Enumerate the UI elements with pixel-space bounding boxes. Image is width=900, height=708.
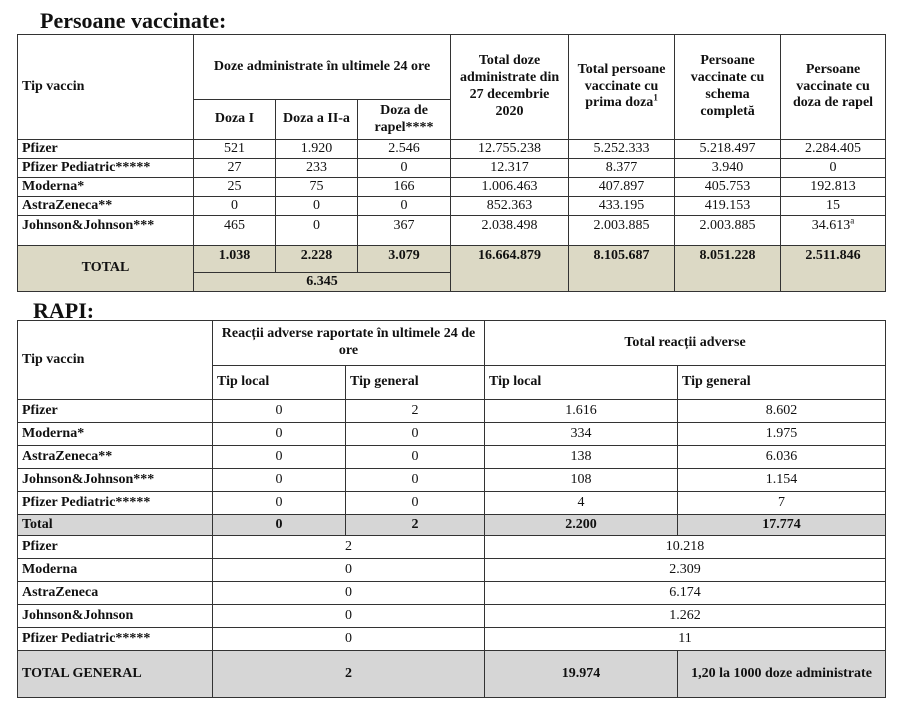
total-row: [18, 246, 886, 273]
cell: 0: [194, 197, 276, 216]
total-general-label: TOTAL GENERAL: [18, 651, 213, 698]
vaccine-name: Pfizer Pediatric*****: [18, 492, 213, 515]
cell: 0: [213, 559, 485, 582]
cell: 233: [276, 159, 358, 178]
vaccine-name: Pfizer Pediatric*****: [18, 628, 213, 651]
cell: 75: [276, 178, 358, 197]
cell: 852.363: [451, 197, 569, 216]
vaccine-name: Pfizer: [18, 140, 194, 159]
header-total-prima-doza: Total persoane vaccinate cu prima doza$^1$: [569, 35, 675, 140]
cell: 6.174: [485, 582, 886, 605]
header-doze-24h: Doze administrate în ultimele 24 ore: [194, 35, 451, 100]
combined-row: [18, 536, 886, 559]
cell: 27: [194, 159, 276, 178]
vaccine-name: Moderna: [18, 559, 213, 582]
total-cell: 8.051.228: [675, 246, 781, 292]
table-row: [18, 492, 886, 515]
cell: 0: [213, 628, 485, 651]
cell: 1.920: [276, 140, 358, 159]
cell: 8.602: [678, 400, 886, 423]
table-row: [18, 469, 886, 492]
combined-row: [18, 582, 886, 605]
vaccine-name: Moderna*: [18, 423, 213, 446]
cell: 405.753: [675, 178, 781, 197]
total-cell: 8.105.687: [569, 246, 675, 292]
cell: 0: [276, 197, 358, 216]
cell: 5.218.497: [675, 140, 781, 159]
table-row: [18, 423, 886, 446]
header-tip-general-total: Tip general: [678, 366, 886, 400]
vaccine-name: Moderna*: [18, 178, 194, 197]
header-tip-vaccin: Tip vaccin: [18, 321, 213, 400]
vaccine-name: Johnson&Johnson***: [18, 469, 213, 492]
total-general-24h: 2: [213, 651, 485, 698]
cell: 10.218: [485, 536, 886, 559]
cell: 0: [213, 469, 346, 492]
vaccine-name: AstraZeneca: [18, 582, 213, 605]
rapi-table: [17, 320, 886, 698]
vaccine-name: Pfizer Pediatric*****: [18, 159, 194, 178]
cell: 11: [485, 628, 886, 651]
cell: 2: [346, 400, 485, 423]
cell: 15: [781, 197, 886, 216]
combined-row: [18, 605, 886, 628]
header-tip-vaccin: Tip vaccin: [18, 35, 194, 140]
table-row: [18, 197, 886, 216]
cell: 1.975: [678, 423, 886, 446]
cell: 0: [781, 159, 886, 178]
total-general-total: 19.974: [485, 651, 678, 698]
cell: 2.309: [485, 559, 886, 582]
header-total-reactii: Total reacții adverse: [485, 321, 886, 366]
vaccine-name: Pfizer: [18, 536, 213, 559]
header-doza-rapel: Doza de rapel****: [358, 100, 451, 140]
cell: 1.616: [485, 400, 678, 423]
cell: 2.003.885: [675, 216, 781, 246]
cell: 367: [358, 216, 451, 246]
cell: 12.755.238: [451, 140, 569, 159]
table-row: [18, 400, 886, 423]
header-reactii-24h: Reacții adverse raportate în ultimele 24 de ore: [213, 321, 485, 366]
cell: 0: [213, 582, 485, 605]
total-cell: 3.079: [358, 246, 451, 273]
vaccinated-table: [17, 34, 886, 292]
rapi-total-row: [18, 515, 886, 536]
cell: 166: [358, 178, 451, 197]
total-cell: 2.200: [485, 515, 678, 536]
cell: 138: [485, 446, 678, 469]
cell: 2.003.885: [569, 216, 675, 246]
total-24h-sum: 6.345: [194, 273, 451, 292]
cell: 1.154: [678, 469, 886, 492]
table-row: [18, 216, 886, 246]
vaccinated-heading: Persoane vaccinate:: [40, 8, 227, 33]
combined-row: [18, 559, 886, 582]
cell: 192.813: [781, 178, 886, 197]
cell: 34.613$^a$: [781, 216, 886, 246]
cell: 1.262: [485, 605, 886, 628]
cell: 0: [213, 605, 485, 628]
header-doza-2: Doza a II-a: [276, 100, 358, 140]
cell: 12.317: [451, 159, 569, 178]
cell: 1.006.463: [451, 178, 569, 197]
vaccine-name: Pfizer: [18, 400, 213, 423]
cell: 2.546: [358, 140, 451, 159]
table-row: [18, 178, 886, 197]
header-total-doze: Total doze administrate din 27 decembrie 2020: [451, 35, 569, 140]
total-cell: 16.664.879: [451, 246, 569, 292]
cell: 433.195: [569, 197, 675, 216]
vaccine-name: AstraZeneca**: [18, 197, 194, 216]
cell: 0: [358, 159, 451, 178]
table-row: [18, 140, 886, 159]
cell: 2.284.405: [781, 140, 886, 159]
cell: 407.897: [569, 178, 675, 197]
cell: 334: [485, 423, 678, 446]
total-label: TOTAL: [18, 246, 194, 292]
cell: 108: [485, 469, 678, 492]
cell: 0: [346, 423, 485, 446]
combined-row: [18, 628, 886, 651]
vaccine-name: Johnson&Johnson: [18, 605, 213, 628]
cell: 4: [485, 492, 678, 515]
cell: 3.940: [675, 159, 781, 178]
header-schema-completa: Persoane vaccinate cu schema completă: [675, 35, 781, 140]
cell: 0: [213, 423, 346, 446]
cell: 419.153: [675, 197, 781, 216]
cell: 5.252.333: [569, 140, 675, 159]
total-label: Total: [18, 515, 213, 536]
cell: 7: [678, 492, 886, 515]
rapi-heading: RAPI:: [33, 298, 95, 323]
cell: 0: [213, 446, 346, 469]
vaccine-name: AstraZeneca**: [18, 446, 213, 469]
total-cell: 2.511.846: [781, 246, 886, 292]
cell: 0: [213, 492, 346, 515]
cell: 2.038.498: [451, 216, 569, 246]
header-doza-rapel-total: Persoane vaccinate cu doza de rapel: [781, 35, 886, 140]
cell: 2: [213, 536, 485, 559]
header-doza-1: Doza I: [194, 100, 276, 140]
cell: 0: [213, 400, 346, 423]
total-general-row: [18, 651, 886, 698]
header-tip-local-total: Tip local: [485, 366, 678, 400]
cell: 465: [194, 216, 276, 246]
header-tip-general-24h: Tip general: [346, 366, 485, 400]
cell: 0: [276, 216, 358, 246]
cell: 25: [194, 178, 276, 197]
total-cell: 17.774: [678, 515, 886, 536]
total-cell: 2: [346, 515, 485, 536]
total-cell: 0: [213, 515, 346, 536]
cell: 0: [346, 446, 485, 469]
cell: 8.377: [569, 159, 675, 178]
total-general-rate: 1,20 la 1000 doze administrate: [678, 651, 886, 698]
header-tip-local-24h: Tip local: [213, 366, 346, 400]
table-row: [18, 159, 886, 178]
table-row: [18, 446, 886, 469]
total-cell: 2.228: [276, 246, 358, 273]
cell: 0: [358, 197, 451, 216]
cell: 521: [194, 140, 276, 159]
cell: 6.036: [678, 446, 886, 469]
vaccine-name: Johnson&Johnson***: [18, 216, 194, 246]
cell: 0: [346, 469, 485, 492]
total-cell: 1.038: [194, 246, 276, 273]
cell: 0: [346, 492, 485, 515]
